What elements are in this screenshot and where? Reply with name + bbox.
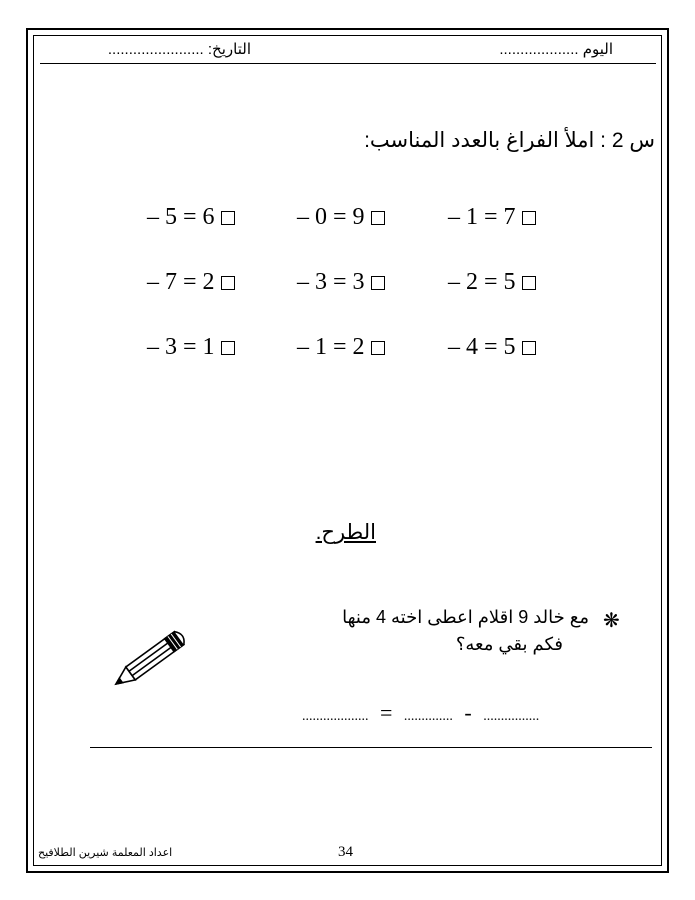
word-problem-line: فكم بقي معه؟ (455, 634, 563, 654)
answer-box[interactable] (371, 276, 385, 290)
exercise-text: – 3 = 1 (147, 334, 215, 360)
exercise-item (448, 204, 568, 231)
exercise-item (448, 334, 568, 361)
word-problem (342, 604, 589, 658)
date-field: التاريخ: ....................... (107, 41, 251, 58)
answer-box[interactable] (221, 211, 235, 225)
exercise-text: – 2 = 5 (448, 269, 516, 295)
exercise-text: – 1 = 2 (297, 334, 365, 360)
exercise-item (297, 204, 417, 231)
word-problem-line: مع خالد 9 اقلام اعطى اخته 4 منها (342, 607, 589, 627)
answer-box[interactable] (221, 276, 235, 290)
exercise-text: – 7 = 2 (147, 269, 215, 295)
equals-sign: = (380, 700, 393, 725)
section-title: الطرح. (315, 521, 376, 544)
answer-box[interactable] (371, 211, 385, 225)
question-title: س 2 : املأ الفراغ بالعدد المناسب: (364, 129, 655, 152)
exercise-text: – 4 = 5 (448, 334, 516, 360)
exercise-text: – 1 = 7 (448, 204, 516, 230)
day-field: اليوم ................... (499, 41, 613, 58)
answer-blank[interactable]: ................... (302, 709, 369, 724)
answer-box[interactable] (371, 341, 385, 355)
header-divider (40, 63, 656, 64)
exercise-text: – 0 = 9 (297, 204, 365, 230)
exercise-text: – 5 = 6 (147, 204, 215, 230)
answer-box[interactable] (221, 341, 235, 355)
exercise-item (147, 334, 267, 361)
exercise-item (297, 269, 417, 296)
page-border-inner (33, 35, 662, 866)
exercise-item (448, 269, 568, 296)
snowflake-bullet-icon: ❋ (603, 610, 620, 632)
answer-blank[interactable]: ................ (483, 709, 540, 724)
pencil-icon (112, 618, 202, 690)
answer-box[interactable] (522, 276, 536, 290)
exercise-text: – 3 = 3 (297, 269, 365, 295)
answer-box[interactable] (522, 211, 536, 225)
page-number: 34 (338, 844, 353, 860)
minus-sign: - (464, 700, 472, 725)
exercise-item (147, 204, 267, 231)
answer-line (90, 747, 652, 748)
author-credit: اعداد المعلمة شيرين الطلافيح (38, 847, 173, 859)
answer-equation (302, 700, 539, 726)
answer-box[interactable] (522, 341, 536, 355)
exercise-item (297, 334, 417, 361)
answer-blank[interactable]: .............. (403, 709, 453, 724)
exercise-item (147, 269, 267, 296)
